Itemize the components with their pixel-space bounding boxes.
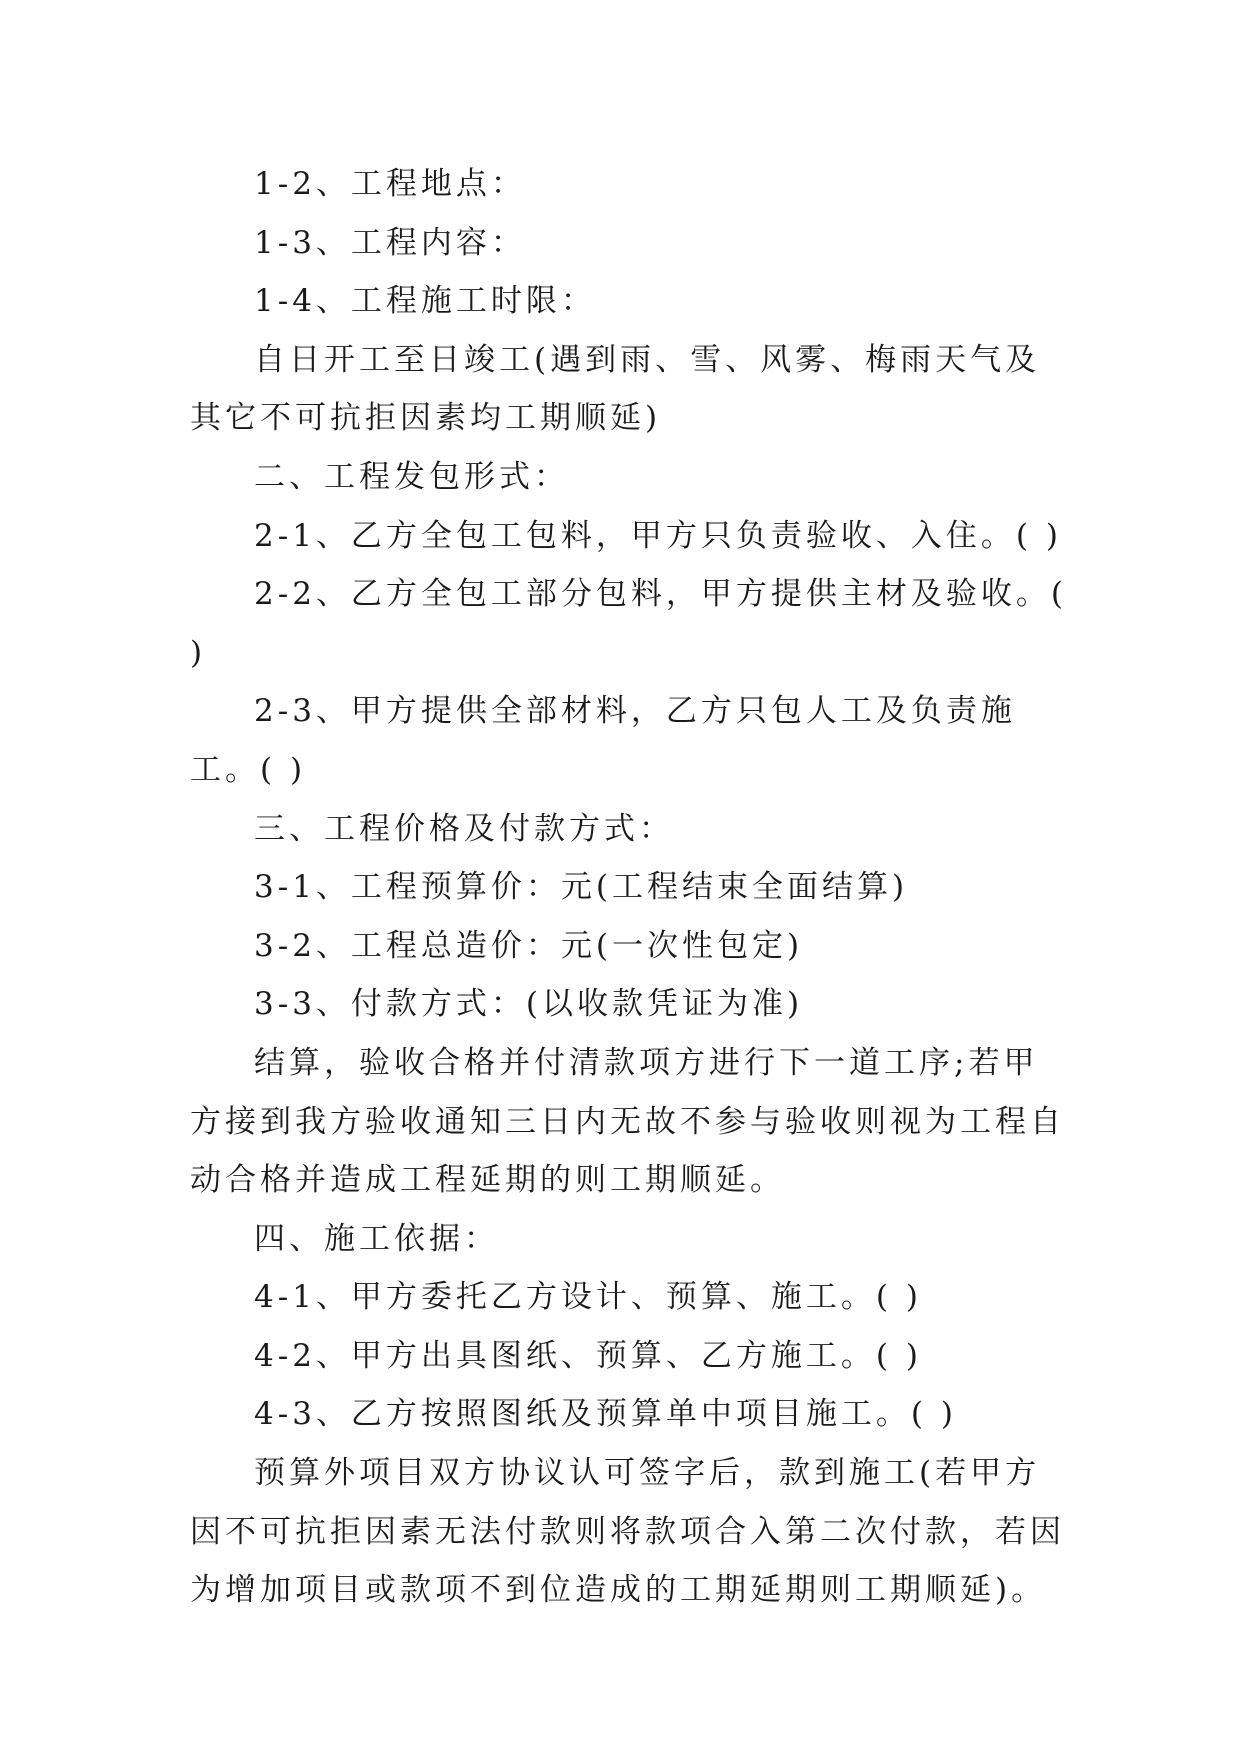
section-3-heading: 三、工程价格及付款方式： <box>254 810 674 847</box>
clause-3-2: 3-2、工程总造价：元(一次性包定) <box>254 927 804 964</box>
settlement-paragraph: 结算，验收合格并付清款项方进行下一道工序;若甲方接到我方验收通知三日内无故不参与验收则视为工程自动合格并造成工程延期的则工期顺延。 <box>190 1044 1065 1199</box>
clause-3-1: 3-1、工程预算价：元(工程结束全面结算) <box>254 869 909 906</box>
document-body <box>190 155 1070 1620</box>
extra-items-paragraph: 预算外项目双方协议认可签字后，款到施工(若甲方因不可抗拒因素无法付款则将款项合入第二次付款，若因为增加项目或款项不到位造成的工期延期则工期顺延)。 <box>190 1455 1065 1609</box>
clause-1-2-location: 1-2、工程地点： <box>254 166 526 202</box>
duration-detail-paragraph: 自日开工至日竣工(遇到雨、雪、风雾、梅雨天气及其它不可抗拒因素均工期顺延) <box>190 341 1041 437</box>
section-4-heading: 四、施工依据： <box>254 1220 499 1257</box>
clause-4-3: 4-3、乙方按照图纸及预算单中项目施工。( ) <box>254 1396 957 1433</box>
clause-4-1: 4-1、甲方委托乙方设计、预算、施工。( ) <box>254 1279 922 1316</box>
section-2-heading: 二、工程发包形式： <box>254 458 569 495</box>
clause-2-2: 2-2、乙方全包工部分包料，甲方提供主材及验收。( ) <box>190 576 1068 671</box>
clause-3-3: 3-3、付款方式：(以收款凭证为准) <box>254 986 804 1023</box>
clause-4-2: 4-2、甲方出具图纸、预算、乙方施工。( ) <box>254 1337 922 1374</box>
clause-1-4-duration: 1-4、工程施工时限： <box>254 283 596 320</box>
clause-2-1: 2-1、乙方全包工包料，甲方只负责验收、入住。( ) <box>254 517 1062 554</box>
clause-2-3: 2-3、甲方提供全部材料，乙方只包人工及负责施工。( ) <box>190 693 1016 788</box>
clause-1-3-content: 1-3、工程内容： <box>254 224 526 261</box>
